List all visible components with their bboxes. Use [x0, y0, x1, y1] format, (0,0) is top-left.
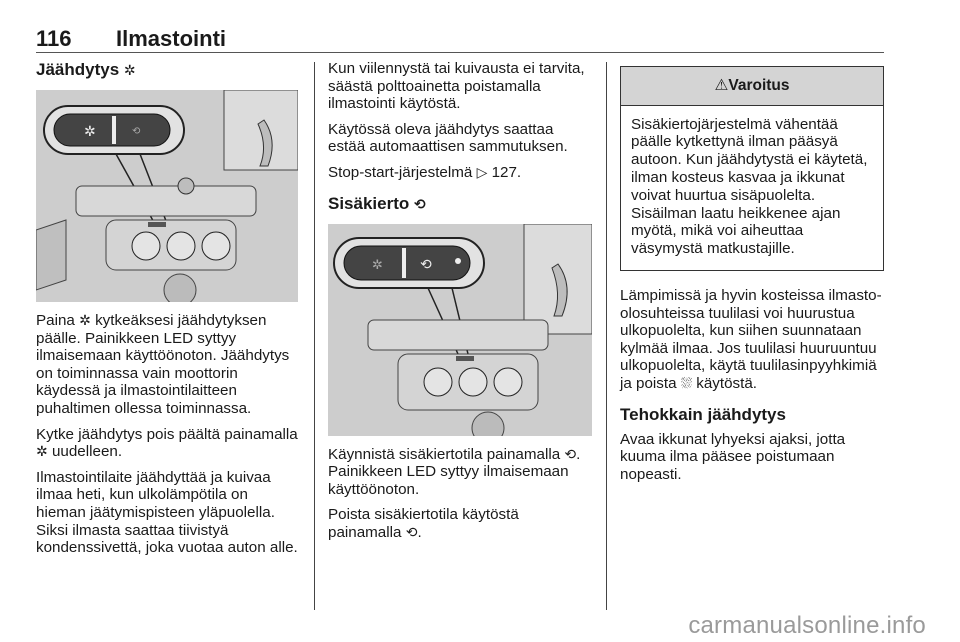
- warning-box: [620, 66, 884, 271]
- section-heading-recirculation: Sisäkierto ⟲: [328, 193, 426, 213]
- dashboard-drawing: [36, 90, 298, 302]
- svg-text:⟲: ⟲: [132, 126, 141, 137]
- watermark: carmanualsonline.info: [688, 612, 926, 639]
- header-divider: [36, 52, 884, 53]
- paragraph-cooling-on: Paina ✲ kytkeäksesi jäähdytyksen päälle. Painikkeen LED syttyy ilmaisemaan käyttöönoton. Jäähdytys on toiminnassa vain moottorin käydessä ja ilmastointilaitteen puhaltimen ollessa toiminnassa.: [36, 312, 290, 417]
- paragraph-recirc-off: Poista sisäkiertotila käytöstä painamalla ⟲.: [328, 506, 519, 541]
- ac-button-illustration: [36, 90, 298, 302]
- svg-text:⟲: ⟲: [420, 256, 432, 273]
- snowflake-icon: ✲: [79, 312, 91, 328]
- chapter-title: Ilmastointi: [116, 26, 227, 51]
- paragraph-autostop: Käytössä oleva jäähdytys saattaa estää automaattisen sammutuksen.: [328, 120, 568, 156]
- paragraph-save-fuel: Kun viilennystä tai kuivausta ei tarvita, säästä polttoainetta poistamalla ilmastointi käytöstä.: [328, 60, 585, 113]
- dashboard-drawing-2: [328, 224, 592, 436]
- warning-title: ⚠Varoitus: [621, 67, 883, 106]
- column-divider: [314, 62, 315, 610]
- recirculation-icon: ⟲: [405, 523, 418, 540]
- recirculation-icon: ⟲: [414, 195, 426, 212]
- paragraph-recirc-on: Käynnistä sisäkiertotila painamalla ⟲. Painikkeen LED syttyy ilmaisemaan käyttöönoton.: [328, 445, 581, 498]
- section-heading-max-cooling: Tehokkain jäähdytys: [620, 404, 786, 424]
- paragraph-stop-start-ref: Stop-start-järjestelmä ▷ 127.: [328, 163, 522, 181]
- svg-text:✲: ✲: [372, 257, 383, 273]
- column-divider: [606, 62, 607, 610]
- section-heading-cooling: Jäähdytys ✲: [36, 60, 136, 79]
- paragraph-condensation: Ilmastointilaite jäähdyttää ja kuivaa ilmaa heti, kun ulkolämpötila on hieman jäätymispisteen yläpuolella. Siksi ilmasta saattaa tiivistyä kondenssivettä, joka vuotaa auton alle.: [36, 468, 298, 557]
- windshield-wiper-icon: ⛆: [680, 374, 693, 391]
- page-reference-arrow-icon: ▷: [476, 163, 488, 180]
- snowflake-icon: ✲: [123, 62, 136, 78]
- paragraph-fogging: Lämpimissä ja hyvin kosteissa ilmasto-olosuhteissa tuulilasi voi huurustua ulkopuolelta, kun siihen suunnataan kylmää ilmaa. Jos tuulilasi huuruuntuu ulkopuolelta, käytä tuulilasinpyyhkimiä ja poista ⛆ käytöstä.: [620, 286, 882, 392]
- paragraph-cooling-off: Kytke jäähdytys pois päältä painamalla ✲ uudelleen.: [36, 425, 298, 461]
- page-header: [36, 26, 884, 52]
- page-number: 116: [36, 26, 72, 51]
- column-1: [36, 60, 298, 565]
- column-2: [328, 60, 592, 550]
- warning-text: Sisäkiertojärjestelmä vähentää päälle kytkettynä ilman pääsyä autoon. Kun jäähdytystä ei käytetä, ilman kosteus kasvaa ja ikkunat voivat huurtua sisäpuolelta. Sisäilman laatu heikkenee ajan myötä, mikä voi aiheuttaa väsymystä matkustajille.: [631, 115, 868, 258]
- recirculation-button-illustration: [328, 224, 592, 436]
- warning-triangle-icon: ⚠: [714, 77, 729, 94]
- column-3: [620, 60, 884, 491]
- paragraph-max-cooling: Avaa ikkunat lyhyeksi ajaksi, jotta kuuma ilma pääsee poistumaan nopeasti.: [620, 430, 846, 483]
- svg-text:✲: ✲: [84, 124, 96, 140]
- recirculation-icon: ⟲: [564, 445, 577, 462]
- snowflake-icon: ✲: [36, 443, 48, 460]
